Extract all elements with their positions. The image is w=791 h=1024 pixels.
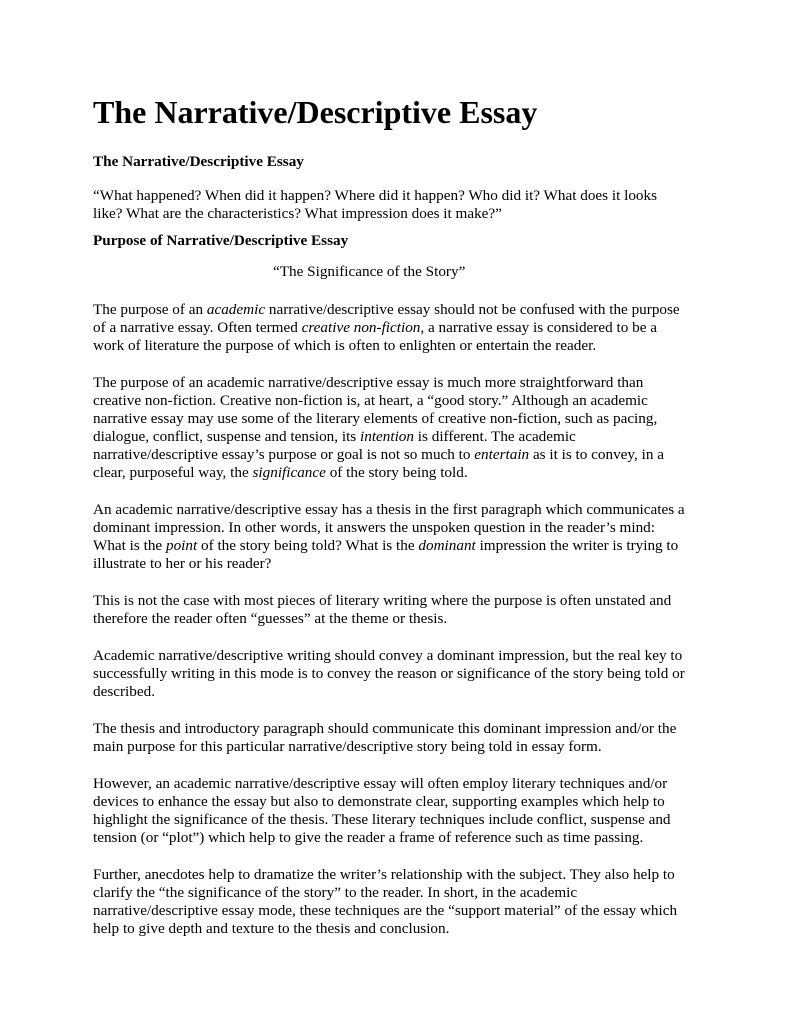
- text-line: [93, 428, 713, 446]
- text-run: a narrative essay is considered to be a: [424, 319, 657, 336]
- italic-term: dominant: [418, 537, 476, 554]
- page-title: The Narrative/Descriptive Essay: [93, 94, 538, 130]
- text-run: is different. The academic: [414, 428, 576, 445]
- text-line: main purpose for this particular narrative/descriptive story being told in essay form.: [93, 738, 602, 755]
- paragraph-3: [93, 501, 713, 573]
- text-line: dominant impression. In other words, it answers the unspoken question in the reader’s mind:: [93, 519, 655, 536]
- text-run: of the story being told? What is the: [197, 537, 419, 554]
- italic-term: academic: [206, 301, 266, 318]
- text-line: tension (or “plot”) which help to give the reader a frame of reference such as time passing.: [93, 829, 644, 846]
- text-line: clarify the “the significance of the story” to the reader. In short, in the academic: [93, 884, 578, 901]
- text-line: [93, 446, 713, 464]
- text-line: work of literature the purpose of which is often to enlighten or entertain the reader.: [93, 337, 597, 354]
- text-line: devices to enhance the essay but also to demonstrate clear, supporting examples which help to: [93, 793, 665, 810]
- italic-term: entertain: [474, 446, 530, 463]
- text-run: The purpose of an: [93, 301, 207, 318]
- paragraph-7: [93, 775, 713, 847]
- text-run: of a narrative essay. Often termed: [93, 319, 302, 336]
- text-line: The thesis and introductory paragraph should communicate this dominant impression and/or the: [93, 720, 677, 737]
- text-run: as it is to convey, in a: [529, 446, 664, 463]
- section-heading: The Narrative/Descriptive Essay: [93, 153, 304, 170]
- italic-term: intention: [360, 428, 414, 445]
- text-line: “What happened? When did it happen? Where did it happen? Who did it? What does it looks: [93, 187, 658, 204]
- text-run: impression the writer is trying to: [475, 537, 679, 554]
- document-body: [93, 153, 713, 938]
- text-line: [93, 301, 713, 319]
- text-run: narrative/descriptive essay should not be confused with the purpose: [265, 301, 680, 318]
- text-run: of the story being told.: [325, 464, 468, 481]
- paragraph-2: [93, 374, 713, 482]
- text-line: An academic narrative/descriptive essay has a thesis in the first paragraph which communicates a: [93, 501, 685, 518]
- text-line: help to give depth and texture to the thesis and conclusion.: [93, 920, 450, 937]
- text-line: like? What are the characteristics? What impression does it make?”: [93, 205, 502, 222]
- guiding-questions: [93, 187, 713, 223]
- italic-term: creative non-fiction,: [301, 319, 425, 336]
- purpose-heading: Purpose of Narrative/Descriptive Essay: [93, 232, 349, 249]
- text-line: creative non-fiction. Creative non-fiction is, at heart, a “good story.” Although an academic: [93, 392, 648, 409]
- text-line: narrative/descriptive essay mode, these techniques are the “support material” of the essay which: [93, 902, 678, 919]
- text-line: [93, 464, 713, 482]
- text-line: Further, anecdotes help to dramatize the writer’s relationship with the subject. They also help to: [93, 866, 675, 883]
- text-line: described.: [93, 683, 155, 700]
- italic-term: point: [165, 537, 198, 554]
- text-line: successfully writing in this mode is to convey the reason or significance of the story being told or: [93, 665, 685, 682]
- text-line: This is not the case with most pieces of literary writing where the purpose is often unstated and: [93, 592, 672, 609]
- italic-term: significance: [252, 464, 326, 481]
- text-line: illustrate to her or his reader?: [93, 555, 272, 572]
- paragraph-4: [93, 592, 713, 628]
- paragraph-5: [93, 647, 713, 701]
- paragraph-1: [93, 301, 713, 355]
- text-line: narrative essay may use some of the literary elements of creative non-fiction, such as pacing,: [93, 410, 658, 427]
- text-line: therefore the reader often “guesses” at the theme or thesis.: [93, 610, 448, 627]
- significance-quote: “The Significance of the Story”: [273, 263, 466, 280]
- text-run: clear, purposeful way, the: [93, 464, 253, 481]
- text-run: narrative/descriptive essay’s purpose or goal is not so much to: [93, 446, 475, 463]
- text-line: [93, 537, 713, 555]
- text-line: Academic narrative/descriptive writing should convey a dominant impression, but the real key to: [93, 647, 683, 664]
- text-line: highlight the significance of the thesis. These literary techniques include conflict, suspense and: [93, 811, 671, 828]
- text-line: [93, 319, 713, 337]
- paragraph-8: [93, 866, 713, 938]
- text-line: The purpose of an academic narrative/descriptive essay is much more straightforward than: [93, 374, 644, 391]
- text-line: However, an academic narrative/descriptive essay will often employ literary techniques and/or: [93, 775, 668, 792]
- text-run: What is the: [93, 537, 166, 554]
- paragraph-6: [93, 720, 713, 756]
- text-run: dialogue, conflict, suspense and tension, its: [93, 428, 360, 445]
